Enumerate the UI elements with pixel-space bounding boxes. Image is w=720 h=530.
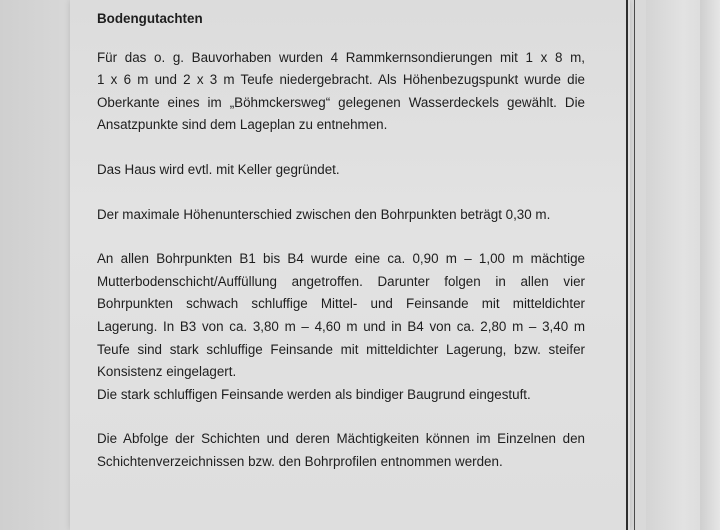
text-line: Bohrpunkten schwach schluffige Mittel- und Feinsande mit mitteldichter [97, 296, 585, 312]
text-line: Lagerung. In B3 von ca. 3,80 m – 4,60 m und in B4 von ca. 2,80 m – 3,40 m [97, 318, 585, 334]
text-line: Die Abfolge der Schichten und deren Mächtigkeiten können im Einzelnen den [97, 431, 585, 447]
text-line: Für das o. g. Bauvorhaben wurden 4 Rammkernsondierungen mit 1 x 8 m, [97, 49, 585, 65]
document-title: Bodengutachten [97, 11, 203, 26]
text-line: Teufe sind stark schluffige Feinsande mit mitteldichter Lagerung, bzw. steifer [97, 341, 585, 357]
document-content [97, 8, 585, 474]
paragraph-abfolge [97, 428, 585, 473]
background-fold [700, 0, 720, 530]
text-line: An allen Bohrpunkten B1 bis B4 wurde eine ca. 0,90 m – 1,00 m mächtige [97, 251, 585, 267]
text-line: Ansatzpunkte sind dem Lageplan zu entnehmen. [97, 117, 388, 133]
text-line: 1 x 6 m und 2 x 3 m Teufe niedergebracht. Als Höhenbezugspunkt wurde die [97, 72, 585, 88]
paragraph-bodenschichten [97, 248, 585, 406]
text-line: Mutterbodenschicht/Auffüllung angetroffen. Darunter folgen in allen vier [97, 273, 585, 289]
frame-border-inner-line [634, 0, 635, 530]
paragraph-keller: Das Haus wird evtl. mit Keller gegründet. [97, 161, 340, 177]
text-line: Oberkante eines im „Böhmckersweg“ gelegenen Wasserdeckels gewählt. Die [97, 94, 585, 110]
text-line: Die stark schluffigen Feinsande werden als bindiger Baugrund eingestuft. [97, 386, 531, 402]
frame-border-line [626, 0, 628, 530]
paragraph-bohrungen [97, 47, 585, 137]
text-line: Konsistenz eingelagert. [97, 364, 237, 380]
background-left [0, 0, 70, 530]
paragraph-hoehenunterschied: Der maximale Höhenunterschied zwischen den Bohrpunkten beträgt 0,30 m. [97, 206, 551, 222]
text-line: Schichtenverzeichnissen bzw. den Bohrprofilen entnommen werden. [97, 453, 503, 469]
